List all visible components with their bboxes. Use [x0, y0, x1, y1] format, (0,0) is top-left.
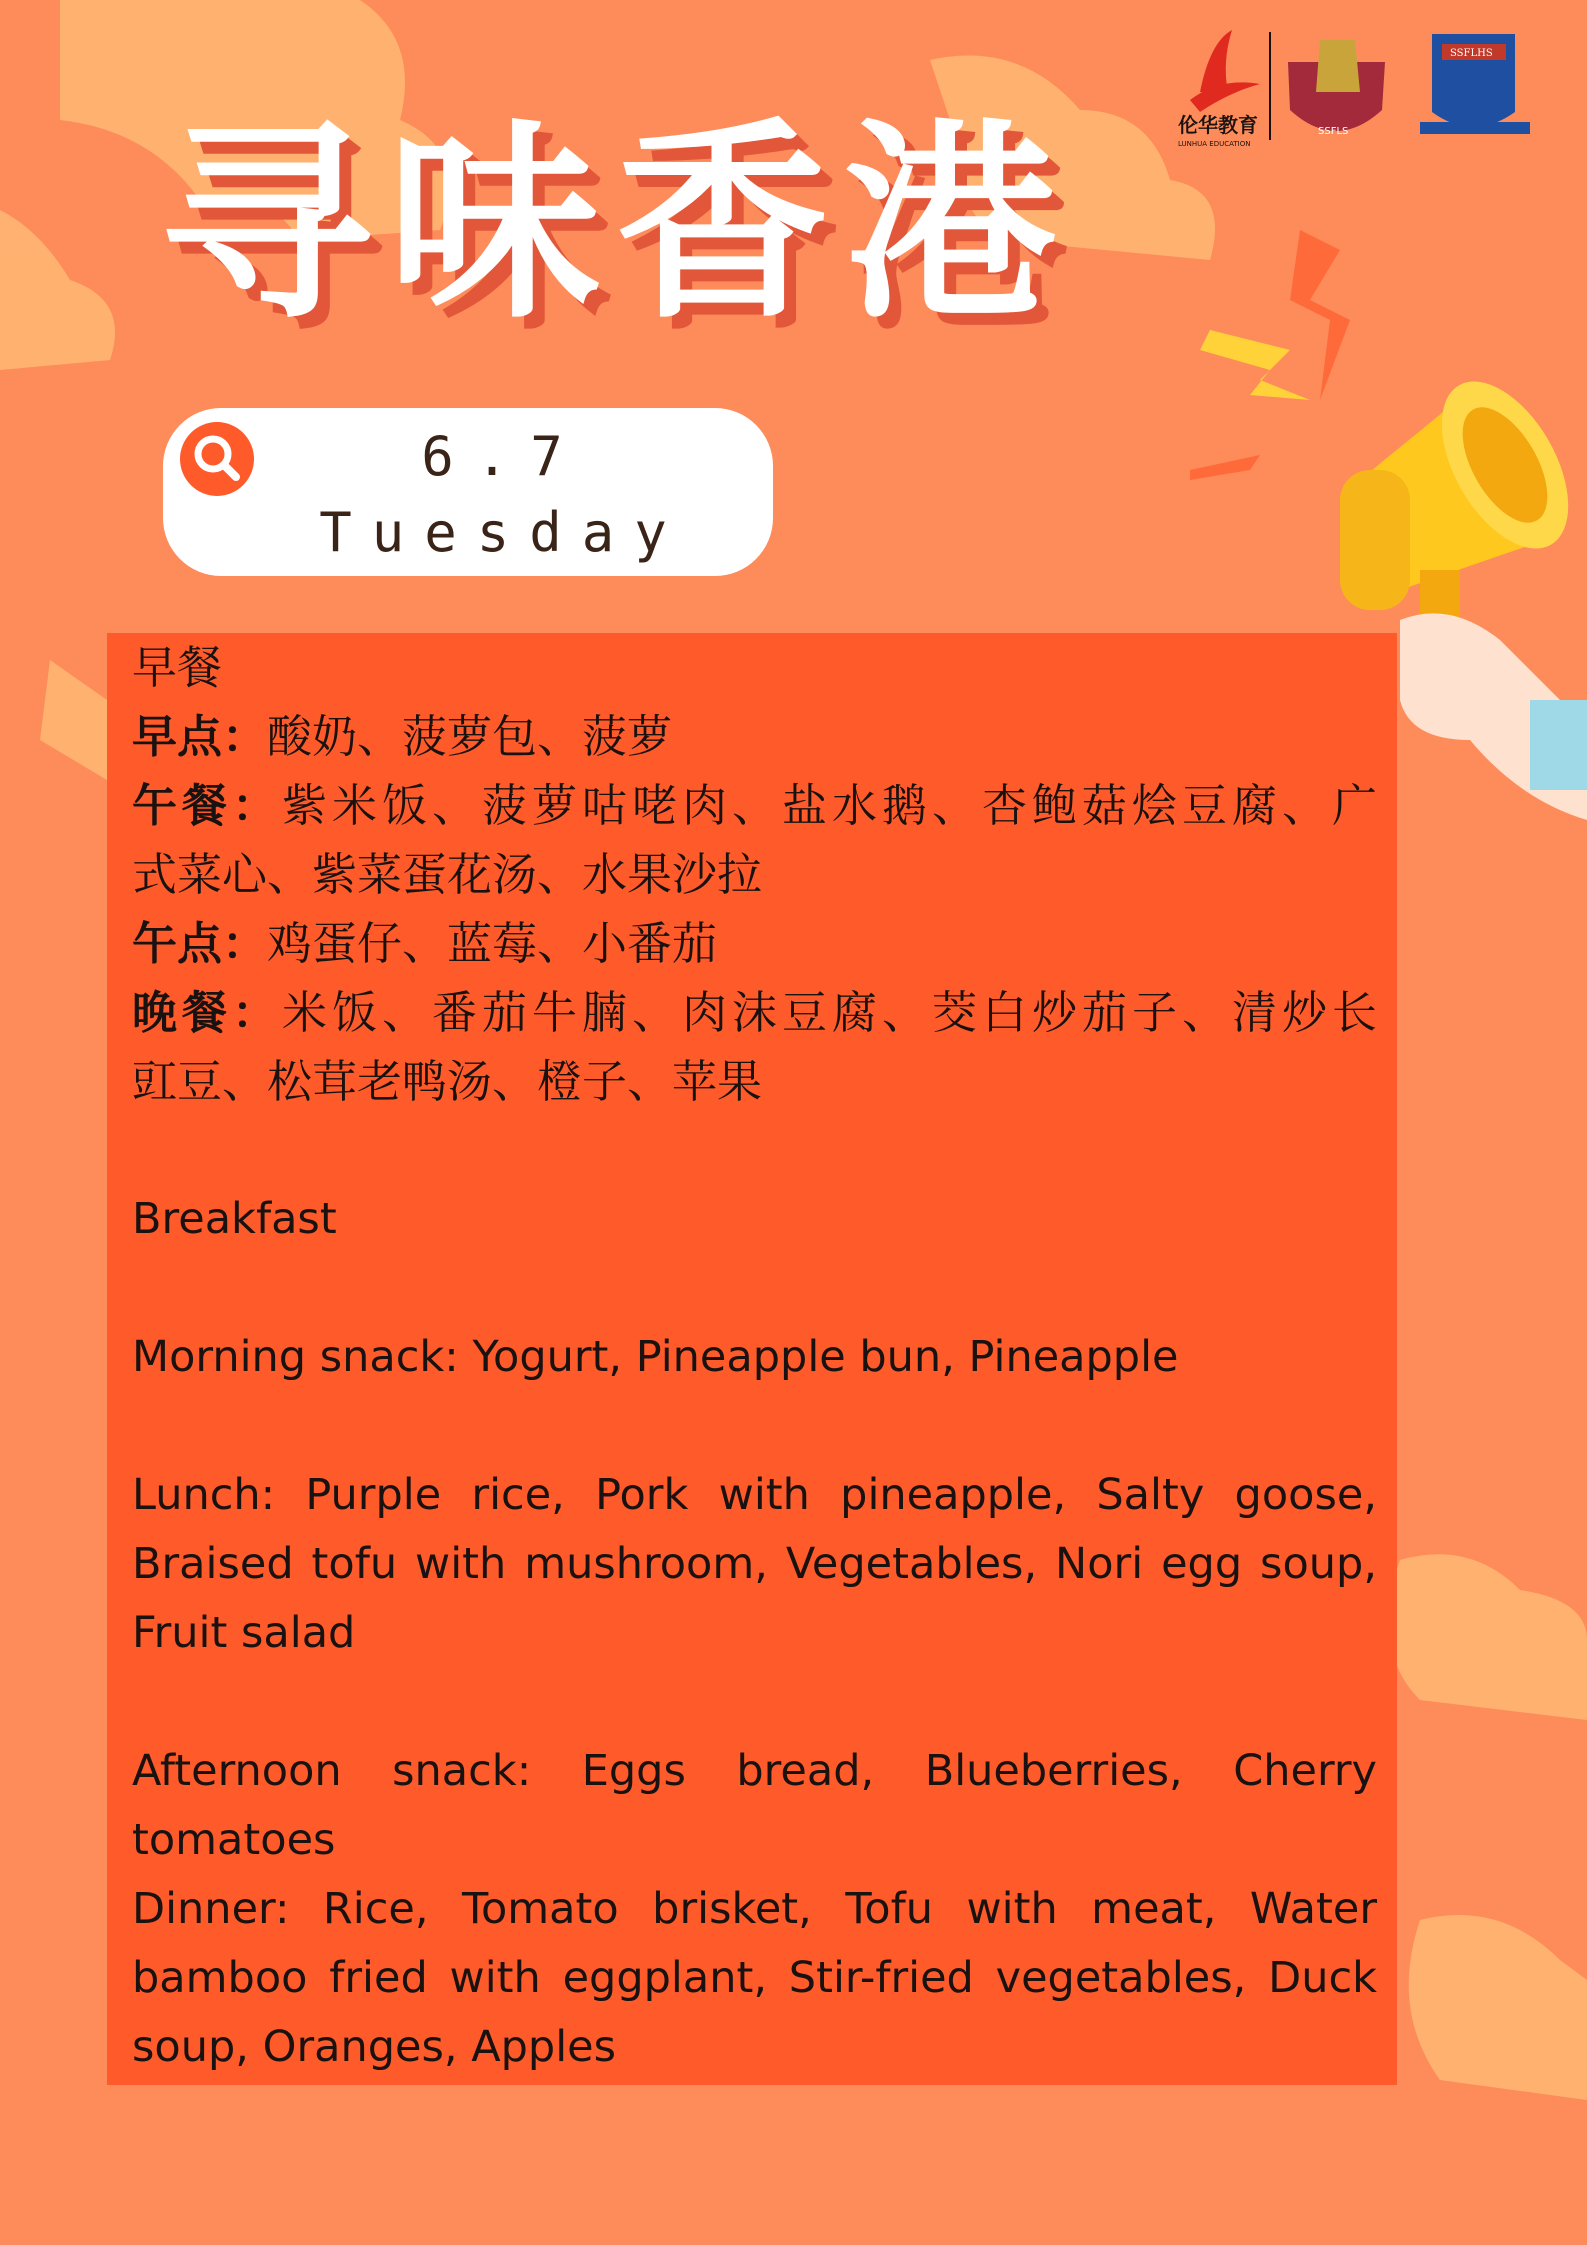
hand-icon	[1400, 613, 1587, 820]
ssflhs-badge-icon	[1420, 34, 1530, 134]
svg-text:LUNHUA EDUCATION: LUNHUA EDUCATION	[1178, 140, 1251, 148]
megaphone-icon	[1340, 360, 1587, 660]
date-number: 6.7	[421, 425, 585, 488]
svg-text:SSFLHS: SSFLHS	[1450, 48, 1493, 59]
en-dinner-2: bamboo fried with eggplant, Stir-fried vegetables, Duck	[132, 1953, 1377, 2003]
school-logos	[1170, 22, 1550, 152]
spacer	[132, 1392, 1377, 1461]
menu-panel	[107, 633, 1397, 2085]
lunhua-logo-icon	[1178, 30, 1260, 148]
date-badge	[163, 408, 773, 576]
zh-lunch-items-1: 紫米饭、菠萝咕咾肉、盐水鹅、杏鲍菇烩豆腐、广	[282, 779, 1377, 832]
spacer	[132, 1116, 1377, 1185]
en-lunch-3: Fruit salad	[132, 1608, 356, 1658]
ssfls-badge-icon	[1288, 40, 1385, 137]
zh-afternoon-label: 午点：	[132, 917, 268, 970]
en-morning-snack: Morning snack: Yogurt, Pineapple bun, Pineapple	[132, 1332, 1179, 1382]
lightning-icon	[1190, 230, 1350, 480]
search-icon	[178, 420, 256, 498]
zh-afternoon-items: 鸡蛋仔、蓝莓、小番茄	[267, 917, 718, 970]
spacer	[132, 1254, 1377, 1323]
en-afternoon-2: tomatoes	[132, 1815, 336, 1865]
en-afternoon-1: Afternoon snack: Eggs bread, Blueberries, Cherry	[132, 1746, 1377, 1796]
en-dinner-3: soup, Oranges, Apples	[132, 2022, 617, 2072]
zh-morning-snack-label: 早点：	[132, 710, 268, 763]
zh-breakfast: 早餐	[132, 641, 223, 694]
svg-text:SSFLS: SSFLS	[1318, 126, 1349, 137]
spacer	[132, 1668, 1377, 1737]
english-menu	[132, 1185, 1377, 2082]
en-lunch-2: Braised tofu with mushroom, Vegetables, Nori egg soup,	[132, 1539, 1377, 1589]
zh-afternoon-snack	[132, 909, 1377, 978]
en-dinner-1: Dinner: Rice, Tomato brisket, Tofu with meat, Water	[132, 1884, 1377, 1934]
zh-dinner-cont: 豇豆、松茸老鸭汤、橙子、苹果	[132, 1055, 763, 1108]
svg-text:伦华教育: 伦华教育	[1178, 113, 1258, 137]
zh-lunch-cont: 式菜心、紫菜蛋花汤、水果沙拉	[132, 848, 763, 901]
zh-dinner-items-1: 米饭、番茄牛腩、肉沫豆腐、茭白炒茄子、清炒长	[282, 986, 1377, 1039]
zh-lunch	[132, 771, 1377, 840]
weekday: Tuesday	[319, 501, 687, 564]
zh-lunch-label: 午餐：	[132, 779, 282, 832]
en-breakfast: Breakfast	[132, 1194, 337, 1244]
zh-morning-snack	[132, 702, 1377, 771]
zh-morning-snack-items: 酸奶、菠萝包、菠萝	[267, 710, 673, 763]
zh-dinner	[132, 978, 1377, 1047]
zh-dinner-label: 晚餐：	[132, 986, 282, 1039]
en-lunch-1: Lunch: Purple rice, Pork with pineapple, Salty goose,	[132, 1470, 1377, 1520]
chinese-menu	[132, 633, 1377, 1116]
page-title: 寻味香港	[160, 100, 1072, 347]
